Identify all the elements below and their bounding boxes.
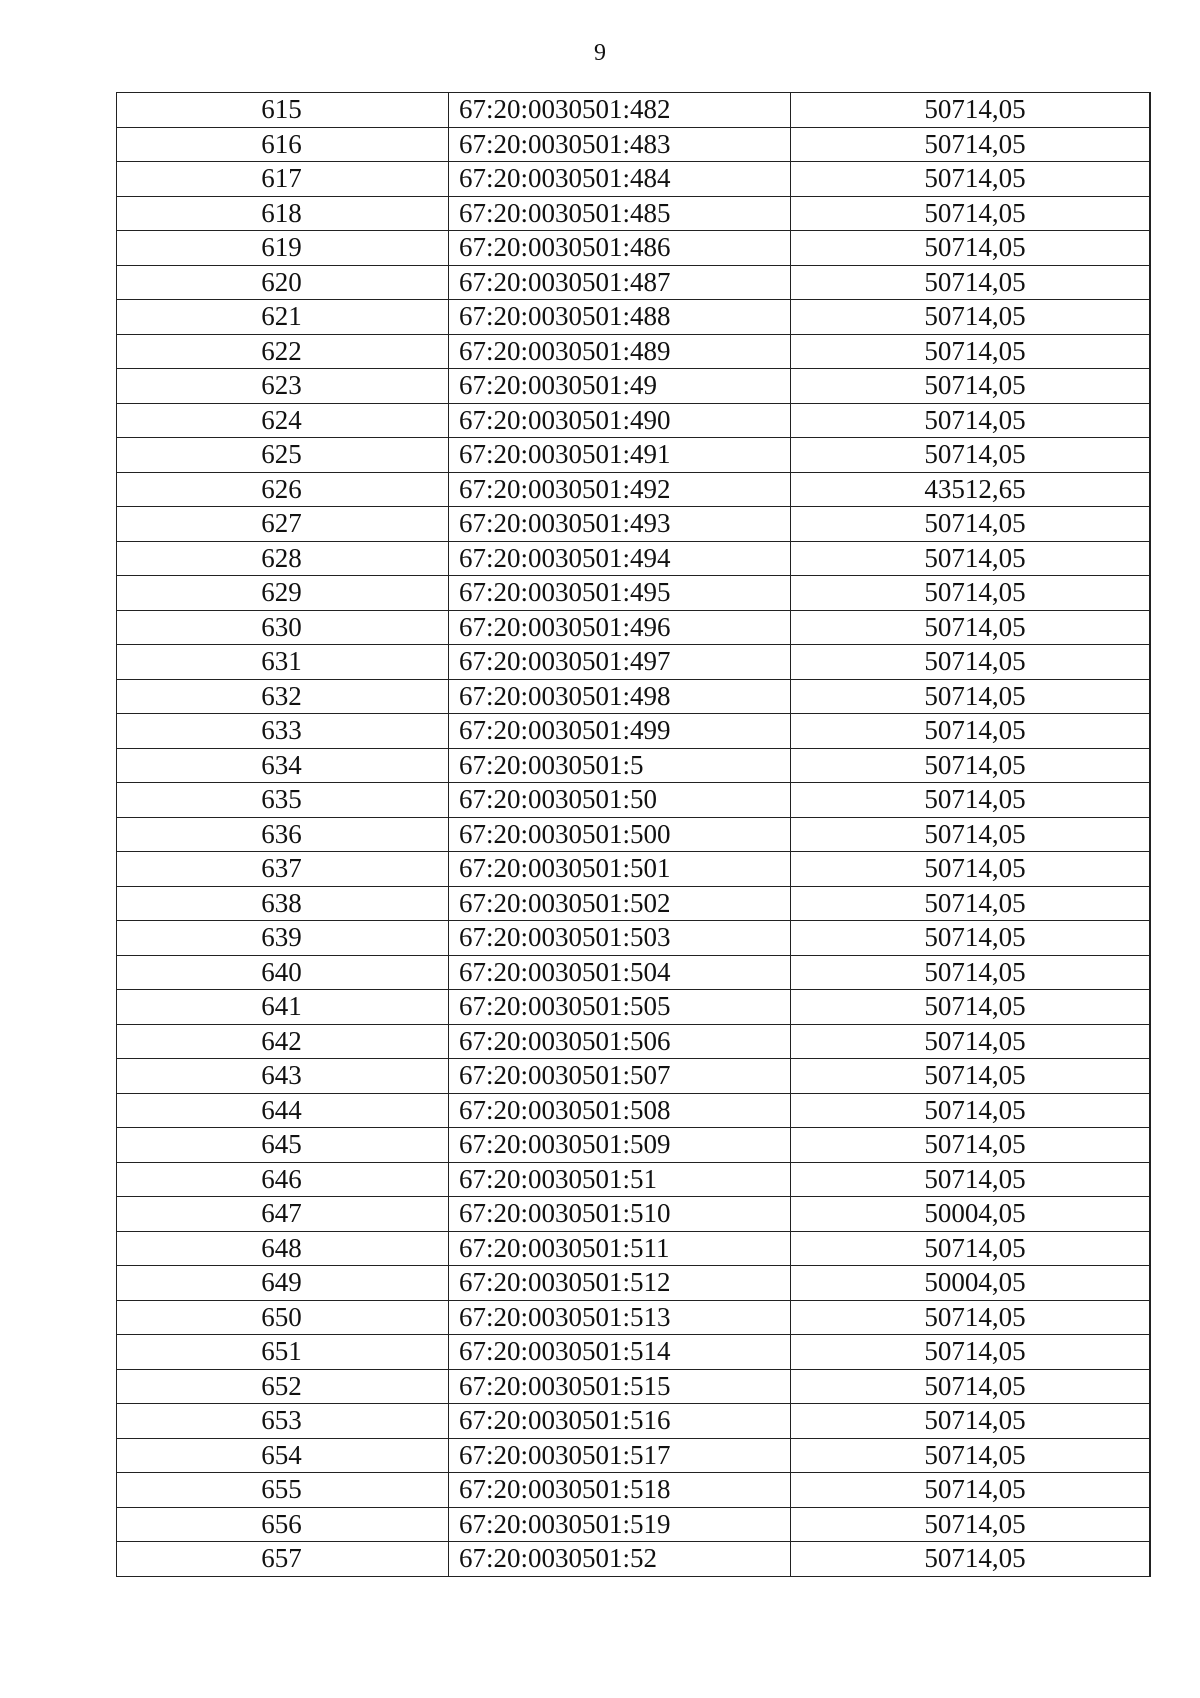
- value-cell: 50714,05: [791, 611, 1151, 646]
- value-cell: 43512,65: [791, 473, 1151, 508]
- cadastral-number-cell: 67:20:0030501:512: [449, 1266, 791, 1301]
- cadastral-number-cell: 67:20:0030501:52: [449, 1542, 791, 1577]
- cadastral-number-cell: 67:20:0030501:517: [449, 1439, 791, 1474]
- row-number-cell: 643: [117, 1059, 449, 1094]
- row-number-cell: 630: [117, 611, 449, 646]
- value-cell: 50714,05: [791, 369, 1151, 404]
- table-row: [117, 1542, 1151, 1577]
- row-number-cell: 649: [117, 1266, 449, 1301]
- row-number-cell: 644: [117, 1094, 449, 1129]
- table-row: [117, 921, 1151, 956]
- table-row: [117, 1508, 1151, 1543]
- row-number-cell: 628: [117, 542, 449, 577]
- table-row: [117, 714, 1151, 749]
- cadastral-number-cell: 67:20:0030501:491: [449, 438, 791, 473]
- value-cell: 50714,05: [791, 1025, 1151, 1060]
- value-cell: 50714,05: [791, 1059, 1151, 1094]
- value-cell: 50714,05: [791, 680, 1151, 715]
- table-row: [117, 887, 1151, 922]
- row-number-cell: 635: [117, 783, 449, 818]
- row-number-cell: 640: [117, 956, 449, 991]
- table-row: [117, 1473, 1151, 1508]
- cadastral-number-cell: 67:20:0030501:483: [449, 128, 791, 163]
- row-number-cell: 646: [117, 1163, 449, 1198]
- cadastral-number-cell: 67:20:0030501:484: [449, 162, 791, 197]
- table-row: [117, 1301, 1151, 1336]
- value-cell: 50714,05: [791, 162, 1151, 197]
- table-row: [117, 93, 1151, 128]
- cadastral-number-cell: 67:20:0030501:50: [449, 783, 791, 818]
- cadastral-number-cell: 67:20:0030501:511: [449, 1232, 791, 1267]
- value-cell: 50714,05: [791, 956, 1151, 991]
- value-cell: 50714,05: [791, 128, 1151, 163]
- row-number-cell: 652: [117, 1370, 449, 1405]
- cadastral-number-cell: 67:20:0030501:486: [449, 231, 791, 266]
- value-cell: 50714,05: [791, 404, 1151, 439]
- cadastral-number-cell: 67:20:0030501:5: [449, 749, 791, 784]
- cadastral-number-cell: 67:20:0030501:513: [449, 1301, 791, 1336]
- row-number-cell: 615: [117, 93, 449, 128]
- value-cell: 50714,05: [791, 887, 1151, 922]
- cadastral-number-cell: 67:20:0030501:516: [449, 1404, 791, 1439]
- table-row: [117, 438, 1151, 473]
- cadastral-number-cell: 67:20:0030501:489: [449, 335, 791, 370]
- cadastral-number-cell: 67:20:0030501:499: [449, 714, 791, 749]
- table-row: [117, 542, 1151, 577]
- cadastral-number-cell: 67:20:0030501:487: [449, 266, 791, 301]
- table-row: [117, 645, 1151, 680]
- value-cell: 50714,05: [791, 266, 1151, 301]
- value-cell: 50714,05: [791, 852, 1151, 887]
- row-number-cell: 629: [117, 576, 449, 611]
- row-number-cell: 633: [117, 714, 449, 749]
- page-number: 9: [594, 40, 606, 66]
- value-cell: 50714,05: [791, 714, 1151, 749]
- table-row: [117, 1370, 1151, 1405]
- cadastral-number-cell: 67:20:0030501:488: [449, 300, 791, 335]
- table-row: [117, 404, 1151, 439]
- row-number-cell: 641: [117, 990, 449, 1025]
- value-cell: 50714,05: [791, 1335, 1151, 1370]
- value-cell: 50004,05: [791, 1266, 1151, 1301]
- row-number-cell: 631: [117, 645, 449, 680]
- row-number-cell: 626: [117, 473, 449, 508]
- cadastral-number-cell: 67:20:0030501:500: [449, 818, 791, 853]
- cadastral-number-cell: 67:20:0030501:51: [449, 1163, 791, 1198]
- cadastral-number-cell: 67:20:0030501:510: [449, 1197, 791, 1232]
- cadastral-number-cell: 67:20:0030501:509: [449, 1128, 791, 1163]
- value-cell: 50714,05: [791, 542, 1151, 577]
- row-number-cell: 632: [117, 680, 449, 715]
- value-cell: 50714,05: [791, 645, 1151, 680]
- row-number-cell: 637: [117, 852, 449, 887]
- table-row: [117, 1128, 1151, 1163]
- table-row: [117, 369, 1151, 404]
- row-number-cell: 650: [117, 1301, 449, 1336]
- row-number-cell: 656: [117, 1508, 449, 1543]
- value-cell: 50714,05: [791, 197, 1151, 232]
- table-row: [117, 990, 1151, 1025]
- row-number-cell: 627: [117, 507, 449, 542]
- value-cell: 50714,05: [791, 818, 1151, 853]
- value-cell: 50714,05: [791, 1542, 1151, 1577]
- cadastral-number-cell: 67:20:0030501:515: [449, 1370, 791, 1405]
- cadastral-number-cell: 67:20:0030501:518: [449, 1473, 791, 1508]
- cadastral-number-cell: 67:20:0030501:503: [449, 921, 791, 956]
- row-number-cell: 617: [117, 162, 449, 197]
- value-cell: 50714,05: [791, 1301, 1151, 1336]
- table-row: [117, 956, 1151, 991]
- cadastral-number-cell: 67:20:0030501:496: [449, 611, 791, 646]
- value-cell: 50714,05: [791, 921, 1151, 956]
- row-number-cell: 648: [117, 1232, 449, 1267]
- table-row: [117, 1025, 1151, 1060]
- cadastral-number-cell: 67:20:0030501:492: [449, 473, 791, 508]
- value-cell: 50714,05: [791, 1404, 1151, 1439]
- cadastral-number-cell: 67:20:0030501:508: [449, 1094, 791, 1129]
- row-number-cell: 654: [117, 1439, 449, 1474]
- value-cell: 50714,05: [791, 576, 1151, 611]
- table-row: [117, 300, 1151, 335]
- table-row: [117, 1232, 1151, 1267]
- cadastral-number-cell: 67:20:0030501:49: [449, 369, 791, 404]
- table-row: [117, 818, 1151, 853]
- cadastral-number-cell: 67:20:0030501:485: [449, 197, 791, 232]
- row-number-cell: 657: [117, 1542, 449, 1577]
- table-row: [117, 1439, 1151, 1474]
- cadastral-number-cell: 67:20:0030501:501: [449, 852, 791, 887]
- value-cell: 50714,05: [791, 990, 1151, 1025]
- cadastral-number-cell: 67:20:0030501:504: [449, 956, 791, 991]
- table-row: [117, 197, 1151, 232]
- table-row: [117, 1335, 1151, 1370]
- row-number-cell: 624: [117, 404, 449, 439]
- row-number-cell: 642: [117, 1025, 449, 1060]
- cadastral-number-cell: 67:20:0030501:502: [449, 887, 791, 922]
- table-row: [117, 1094, 1151, 1129]
- row-number-cell: 653: [117, 1404, 449, 1439]
- row-number-cell: 616: [117, 128, 449, 163]
- cadastral-number-cell: 67:20:0030501:497: [449, 645, 791, 680]
- table-row: [117, 852, 1151, 887]
- value-cell: 50714,05: [791, 1370, 1151, 1405]
- table-row: [117, 266, 1151, 301]
- table-row: [117, 231, 1151, 266]
- row-number-cell: 625: [117, 438, 449, 473]
- row-number-cell: 618: [117, 197, 449, 232]
- cadastral-number-cell: 67:20:0030501:498: [449, 680, 791, 715]
- value-cell: 50004,05: [791, 1197, 1151, 1232]
- table-row: [117, 1163, 1151, 1198]
- value-cell: 50714,05: [791, 231, 1151, 266]
- table-row: [117, 1404, 1151, 1439]
- value-cell: 50714,05: [791, 1128, 1151, 1163]
- row-number-cell: 638: [117, 887, 449, 922]
- value-cell: 50714,05: [791, 749, 1151, 784]
- cadastral-number-cell: 67:20:0030501:482: [449, 93, 791, 128]
- value-cell: 50714,05: [791, 1232, 1151, 1267]
- cadastral-number-cell: 67:20:0030501:505: [449, 990, 791, 1025]
- table-row: [117, 507, 1151, 542]
- value-cell: 50714,05: [791, 1163, 1151, 1198]
- table-row: [117, 611, 1151, 646]
- table-row: [117, 1266, 1151, 1301]
- value-cell: 50714,05: [791, 93, 1151, 128]
- cadastral-number-cell: 67:20:0030501:493: [449, 507, 791, 542]
- value-cell: 50714,05: [791, 300, 1151, 335]
- value-cell: 50714,05: [791, 335, 1151, 370]
- value-cell: 50714,05: [791, 1473, 1151, 1508]
- table-row: [117, 576, 1151, 611]
- row-number-cell: 619: [117, 231, 449, 266]
- value-cell: 50714,05: [791, 1094, 1151, 1129]
- value-cell: 50714,05: [791, 1508, 1151, 1543]
- value-cell: 50714,05: [791, 783, 1151, 818]
- table-row: [117, 473, 1151, 508]
- table-row: [117, 1197, 1151, 1232]
- value-cell: 50714,05: [791, 507, 1151, 542]
- table-row: [117, 128, 1151, 163]
- table-row: [117, 1059, 1151, 1094]
- cadastral-number-cell: 67:20:0030501:507: [449, 1059, 791, 1094]
- row-number-cell: 634: [117, 749, 449, 784]
- row-number-cell: 622: [117, 335, 449, 370]
- data-table: [116, 92, 1151, 1577]
- row-number-cell: 636: [117, 818, 449, 853]
- row-number-cell: 645: [117, 1128, 449, 1163]
- table-row: [117, 783, 1151, 818]
- cadastral-number-cell: 67:20:0030501:506: [449, 1025, 791, 1060]
- value-cell: 50714,05: [791, 1439, 1151, 1474]
- table-row: [117, 162, 1151, 197]
- cadastral-number-cell: 67:20:0030501:519: [449, 1508, 791, 1543]
- row-number-cell: 651: [117, 1335, 449, 1370]
- table-row: [117, 680, 1151, 715]
- value-cell: 50714,05: [791, 438, 1151, 473]
- cadastral-number-cell: 67:20:0030501:495: [449, 576, 791, 611]
- row-number-cell: 621: [117, 300, 449, 335]
- row-number-cell: 647: [117, 1197, 449, 1232]
- row-number-cell: 639: [117, 921, 449, 956]
- table-row: [117, 335, 1151, 370]
- cadastral-number-cell: 67:20:0030501:514: [449, 1335, 791, 1370]
- table-row: [117, 749, 1151, 784]
- cadastral-number-cell: 67:20:0030501:494: [449, 542, 791, 577]
- row-number-cell: 620: [117, 266, 449, 301]
- row-number-cell: 623: [117, 369, 449, 404]
- row-number-cell: 655: [117, 1473, 449, 1508]
- cadastral-number-cell: 67:20:0030501:490: [449, 404, 791, 439]
